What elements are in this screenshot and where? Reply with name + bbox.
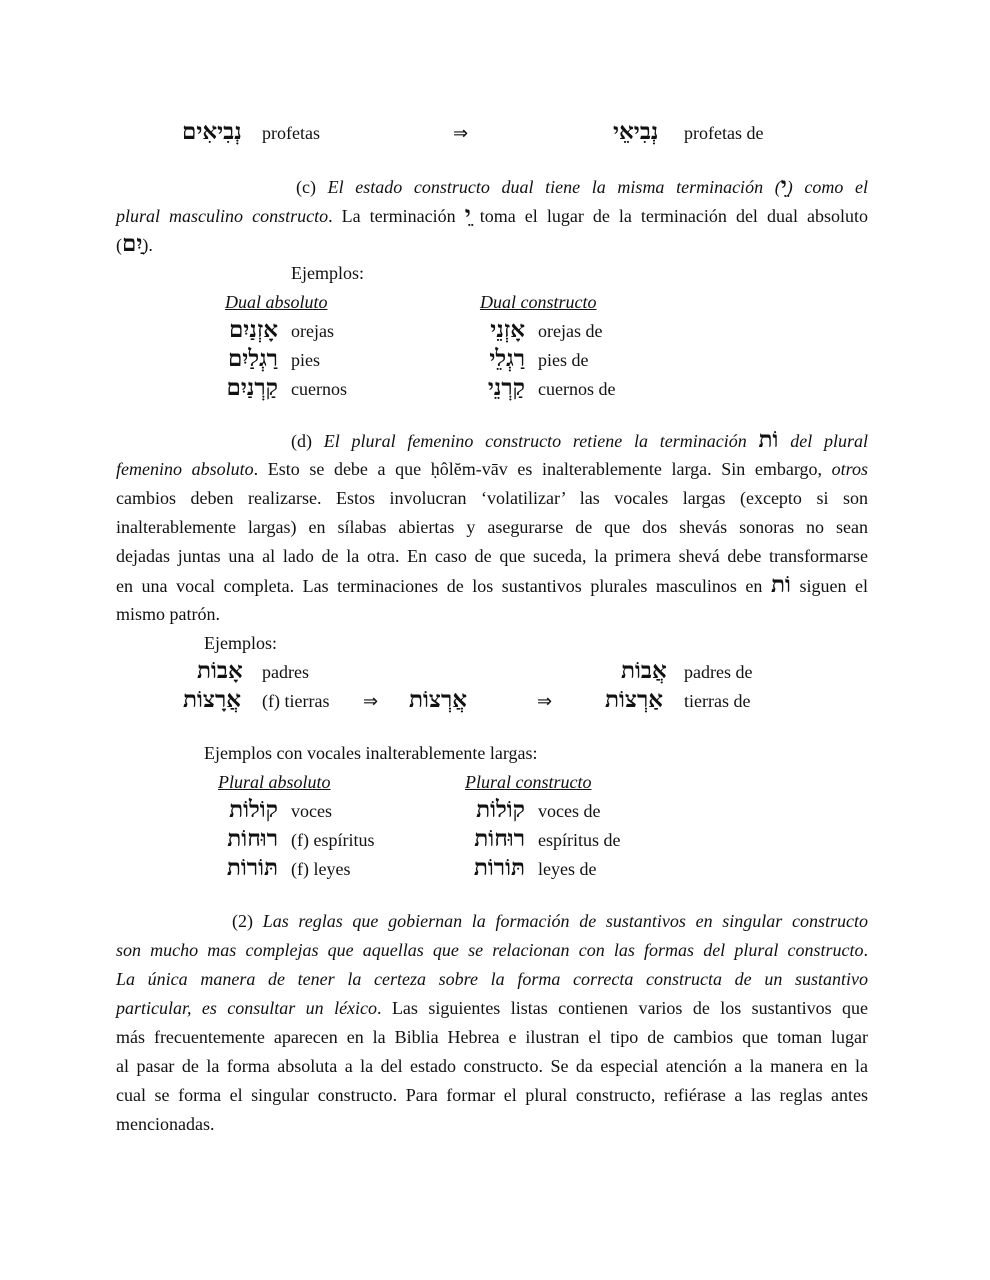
text-segment: particular, es consultar un léxico [116,998,378,1018]
gloss: profetas [262,123,320,143]
gloss: cuernos [291,379,347,399]
gloss: padres de [684,662,753,682]
gloss: (f) tierras [262,691,330,711]
text-segment: otros [831,459,868,479]
text-segment: al pasar de la forma absoluta a la del estado constructo. Se da especial atención a la manera en la [116,1056,868,1076]
text-line [116,602,220,626]
text-segment: femenino absoluto [116,459,254,479]
text-line [116,486,868,510]
gloss: profetas de [684,123,764,143]
text-segment: La única manera de tener la certeza sobre la forma correcta constructa de un sustantivo [116,969,868,989]
text-segment: cual se forma el singular constructo. Para formar el plural constructo, refiérase a las reglas antes [116,1085,868,1105]
hebrew-ending: ַיִם [122,230,143,257]
text-line [232,909,868,933]
text-line [291,428,868,453]
hebrew-word: קַרְנַיִם [226,374,278,401]
text-line [116,573,868,598]
text-line [116,996,868,1020]
text-line [116,1025,868,1049]
text-segment: más frecuentemente aparecen en la Biblia Hebrea e ilustran el tipo de cambios que toman lugar [116,1027,868,1047]
text-segment: . Las siguientes listas contienen varios de los sustantivos que [377,998,868,1018]
text-segment: Las reglas que gobiernan la formación de sustantivos en singular constructo [262,911,868,931]
examples-label: Ejemplos: [204,633,277,653]
text-segment: . La terminación [328,206,465,226]
hebrew-ending: וֹת [770,571,791,598]
column-header: Plural absoluto [218,772,331,792]
text-segment: ( [116,235,122,255]
gloss: espíritus de [538,830,621,850]
text-line [296,174,868,199]
text-segment: inalterablemente largas) en sílabas abiertas y asegurarse de que dos shevás sonoras no sean [116,517,868,537]
hebrew-word: רוּחוֹת [474,825,525,852]
text-segment: ) como el [786,177,868,197]
gloss: pies de [538,350,589,370]
hebrew-word: אַרְצוֹת [605,686,664,713]
text-segment: El estado constructo dual tiene la misma terminación ( [327,177,781,197]
gloss: pies [291,350,320,370]
text-line [116,203,868,228]
text-segment: en una vocal completa. Las terminaciones de los sustantivos plurales masculinos en [116,576,771,596]
examples-label: Ejemplos: [291,263,364,283]
text-segment: cambios deben realizarse. Estos involucran ‘volatilizar’ las vocales largas (excepto si son [116,488,868,508]
gloss: (f) espíritus [291,830,375,850]
hebrew-word: רַגְלֵי [489,345,525,372]
hebrew-word: אֲרְצוֹת [409,686,468,713]
hebrew-word: קוֹלוֹת [476,796,525,823]
column-header: Plural constructo [465,772,592,792]
text-line [116,1083,868,1107]
hebrew-word: אָזְנֵי [490,316,525,343]
gloss: leyes de [538,859,597,879]
text-segment: son mucho mas complejas que aquellas que se relacionan con las formas del plural constructo [116,940,864,960]
gloss: voces de [538,801,601,821]
text-segment: ). [142,235,153,255]
text-line [116,967,868,991]
hebrew-word: קַרְנֵי [487,374,525,401]
hebrew-word: נְבִיאִים [182,118,242,145]
hebrew-ending: ֵי [780,172,787,199]
text-line [116,515,868,539]
text-segment: (c) [296,177,328,197]
text-segment: (2) [232,911,263,931]
text-segment: . Esto se debe a que ḥôlĕm-vāv es inalterablemente larga. Sin embargo, [253,459,832,479]
text-line [116,1054,868,1078]
hebrew-word: אֲרָצוֹת [183,686,242,713]
gloss: (f) leyes [291,859,351,879]
text-segment: (d) [291,431,324,451]
hebrew-ending: ֵי [464,201,471,228]
text-line [116,938,868,962]
column-header: Dual absoluto [225,292,328,312]
gloss: voces [291,801,332,821]
hebrew-ending: וֹת [758,426,779,453]
arrow: ⇒ [363,691,379,711]
hebrew-word: אָבוֹת [197,657,243,684]
text-line [116,232,153,257]
arrow: ⇒ [537,691,553,711]
hebrew-word: תּוֹרוֹת [226,854,278,881]
gloss: orejas de [538,321,603,341]
hebrew-word: קוֹלוֹת [229,796,278,823]
hebrew-word: רַגְלַיִם [227,345,278,372]
hebrew-word: אָזְנַיִם [228,316,278,343]
text-segment: toma el lugar de la terminación del dual absoluto [470,206,869,226]
examples-label: Ejemplos con vocales inalterablemente largas: [204,743,538,763]
arrow: ⇒ [453,123,469,143]
text-segment: del plural [778,431,868,451]
column-header: Dual constructo [480,292,597,312]
hebrew-word: נְבִיאֵי [613,118,659,145]
gloss: tierras de [684,691,751,711]
text-segment: . [863,940,868,960]
hebrew-word: רוּחוֹת [227,825,278,852]
text-line [116,544,868,568]
text-segment: mencionadas. [116,1114,215,1134]
hebrew-word: אֲבוֹת [621,657,667,684]
text-segment: mismo patrón. [116,604,220,624]
hebrew-word: תּוֹרוֹת [473,854,525,881]
gloss: orejas [291,321,334,341]
text-segment: dejadas juntas una al lado de la otra. En caso de que suceda, la primera shevá debe transformarse [116,546,868,566]
gloss: cuernos de [538,379,616,399]
text-segment: plural masculino constructo [116,206,329,226]
text-segment: El plural femenino constructo retiene la terminación [323,431,759,451]
text-line [116,1112,214,1136]
text-segment: siguen el [790,576,868,596]
gloss: padres [262,662,309,682]
text-line [116,457,868,481]
